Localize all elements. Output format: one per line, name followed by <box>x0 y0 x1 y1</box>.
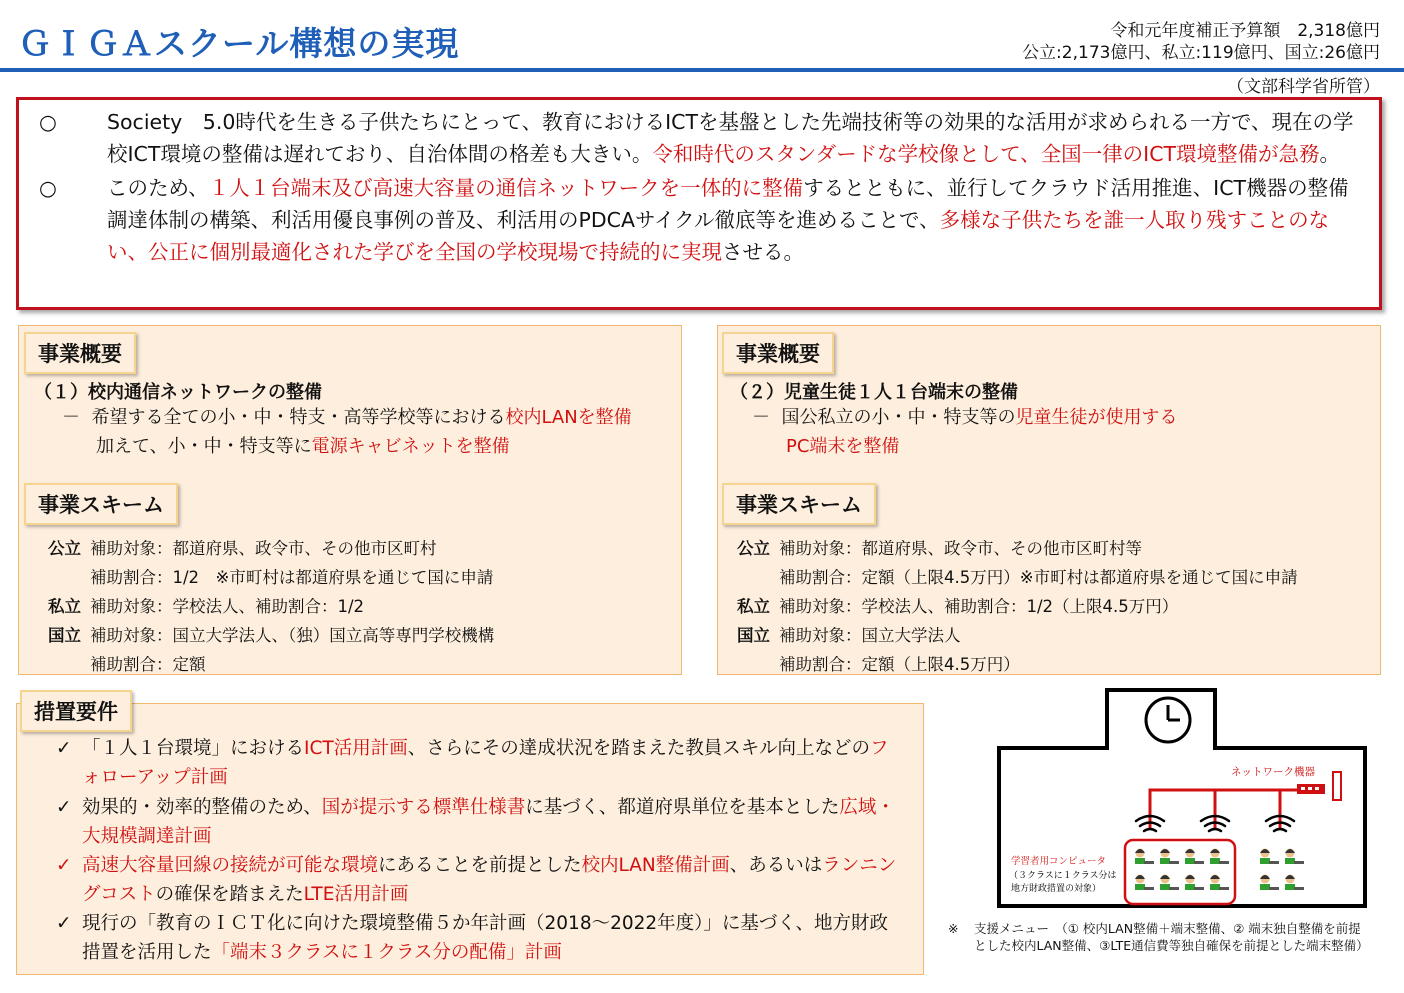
scheme-row: 補助割合：1/2 ※市町村は都道府県を通じて国に申請 <box>90 568 494 587</box>
requirement-item: ✓ 「１人１台環境」におけるICT活用計画、さらにその達成状況を踏まえた教員スキル向上などのフォローアップ計画 <box>56 735 906 792</box>
check-icon: ✓ <box>56 855 72 876</box>
network-equipment-label: ネットワーク機器 <box>1231 766 1315 778</box>
project-description-2: PC端末を整備 <box>786 436 900 457</box>
check-icon: ✓ <box>56 738 72 759</box>
project-description-2: 加えて、小・中・特支等に電源キャビネットを整備 <box>96 436 510 457</box>
ministry-label: （文部科学省所管） <box>1227 77 1380 97</box>
pc-label-note: 地方財政措置の対象） <box>1011 883 1102 893</box>
overview-label: 事業概要 <box>24 332 136 374</box>
bullet-circle: ○ <box>39 176 57 200</box>
scheme-row: 国立 補助対象：国立大学法人、（独）国立高等専門学校機構 <box>48 626 495 645</box>
overview-label: 事業概要 <box>722 332 834 374</box>
requirement-item: ✓ 高速大容量回線の接続が可能な環境にあることを前提とした校内LAN整備計画、あるいはランニングコストの確保を踏まえたLTE活用計画 <box>56 852 906 909</box>
note-mark: ※ <box>948 921 959 936</box>
scheme-row: 国立 補助対象：国立大学法人 <box>737 626 961 645</box>
budget-info <box>1022 20 1380 64</box>
requirement-item: ✓ 現行の「教育のＩＣＴ化に向けた環境整備５か年計画（2018～2022年度）」に基づく、地方財政措置を活用した「端末３クラスに１クラス分の配備」計画 <box>56 910 906 967</box>
intro-box <box>16 97 1382 310</box>
project-subtitle: （１）校内通信ネットワークの整備 <box>34 382 322 403</box>
intro-paragraph-2: ○ このため、１人１台端末及び高速大容量の通信ネットワークを一体的に整備するとともに、並行してクラウド活用推進、ICT機器の整備調達体制の構築、利活用優良事例の普及、利活用のPDCAサイクル徹底等を進めることで、多様な子供たちを誰一人取り残すことのない、公正に個別最適化された学びを全国の学校現場で持続的に実現させる。 <box>39 172 1365 268</box>
intro-paragraph-1: ○ Society 5.0時代を生きる子供たちにとって、教育におけるICTを基盤とした先端技術等の効果的な活用が求められる一方で、現在の学校ICT環境の整備は遅れており、自治体間の格差も大きい。令和時代のスタンダードな学校像として、全国一律のICT環境整備が急務。 <box>39 106 1365 170</box>
title-underline <box>0 68 1404 72</box>
pc-label-note: （３クラスに１クラス分は <box>1009 870 1117 880</box>
project-description-1: － 国公私立の小・中・特支等の児童生徒が使用する <box>752 407 1178 428</box>
scheme-row: 公立 補助対象：都道府県、政令市、その他市区町村等 <box>737 539 1142 558</box>
scheme-label: 事業スキーム <box>722 483 876 525</box>
scheme-row: 私立 補助対象：学校法人、補助割合：1/2（上限4.5万円） <box>737 597 1179 616</box>
budget-total: 令和元年度補正予算額 2,318億円 <box>1110 21 1380 41</box>
scheme-label: 事業スキーム <box>24 483 178 525</box>
project-description-1: － 希望する全ての小・中・特支・高等学校等における校内LANを整備 <box>62 407 632 428</box>
requirement-item: ✓ 効果的・効率的整備のため、国が提示する標準仕様書に基づく、都道府県単位を基本とした広域・大規模調達計画 <box>56 794 906 851</box>
scheme-row: 補助割合：定額（上限4.5万円） <box>779 655 1020 674</box>
scheme-row: 補助割合：定額（上限4.5万円）※市町村は都道府県を通じて国に申請 <box>779 568 1298 587</box>
support-menu-note <box>948 920 1368 954</box>
scheme-row: 公立 補助対象：都道府県、政令市、その他市区町村 <box>48 539 437 558</box>
pc-label: 学習者用コンピュータ <box>1011 856 1107 867</box>
page-title: ＧＩＧＡスクール構想の実現 <box>18 24 460 63</box>
requirements-label: 措置要件 <box>20 690 132 732</box>
budget-breakdown: 公立:2,173億円、私立:119億円、国立:26億円 <box>1022 43 1380 63</box>
scheme-row: 私立 補助対象：学校法人、補助割合：1/2 <box>48 597 365 616</box>
check-icon: ✓ <box>56 913 72 934</box>
bullet-circle: ○ <box>39 110 57 134</box>
check-icon: ✓ <box>56 797 72 818</box>
school-network-diagram <box>995 688 1370 910</box>
scheme-row: 補助割合：定額 <box>90 655 206 674</box>
project-subtitle: （２）児童生徒１人１台端末の整備 <box>730 382 1018 403</box>
note-text: 支援メニュー （① 校内LAN整備＋端末整備、② 端末独自整備を前提とした校内LAN整備、③LTE通信費等独自確保を前提とした端末整備） <box>974 921 1369 953</box>
